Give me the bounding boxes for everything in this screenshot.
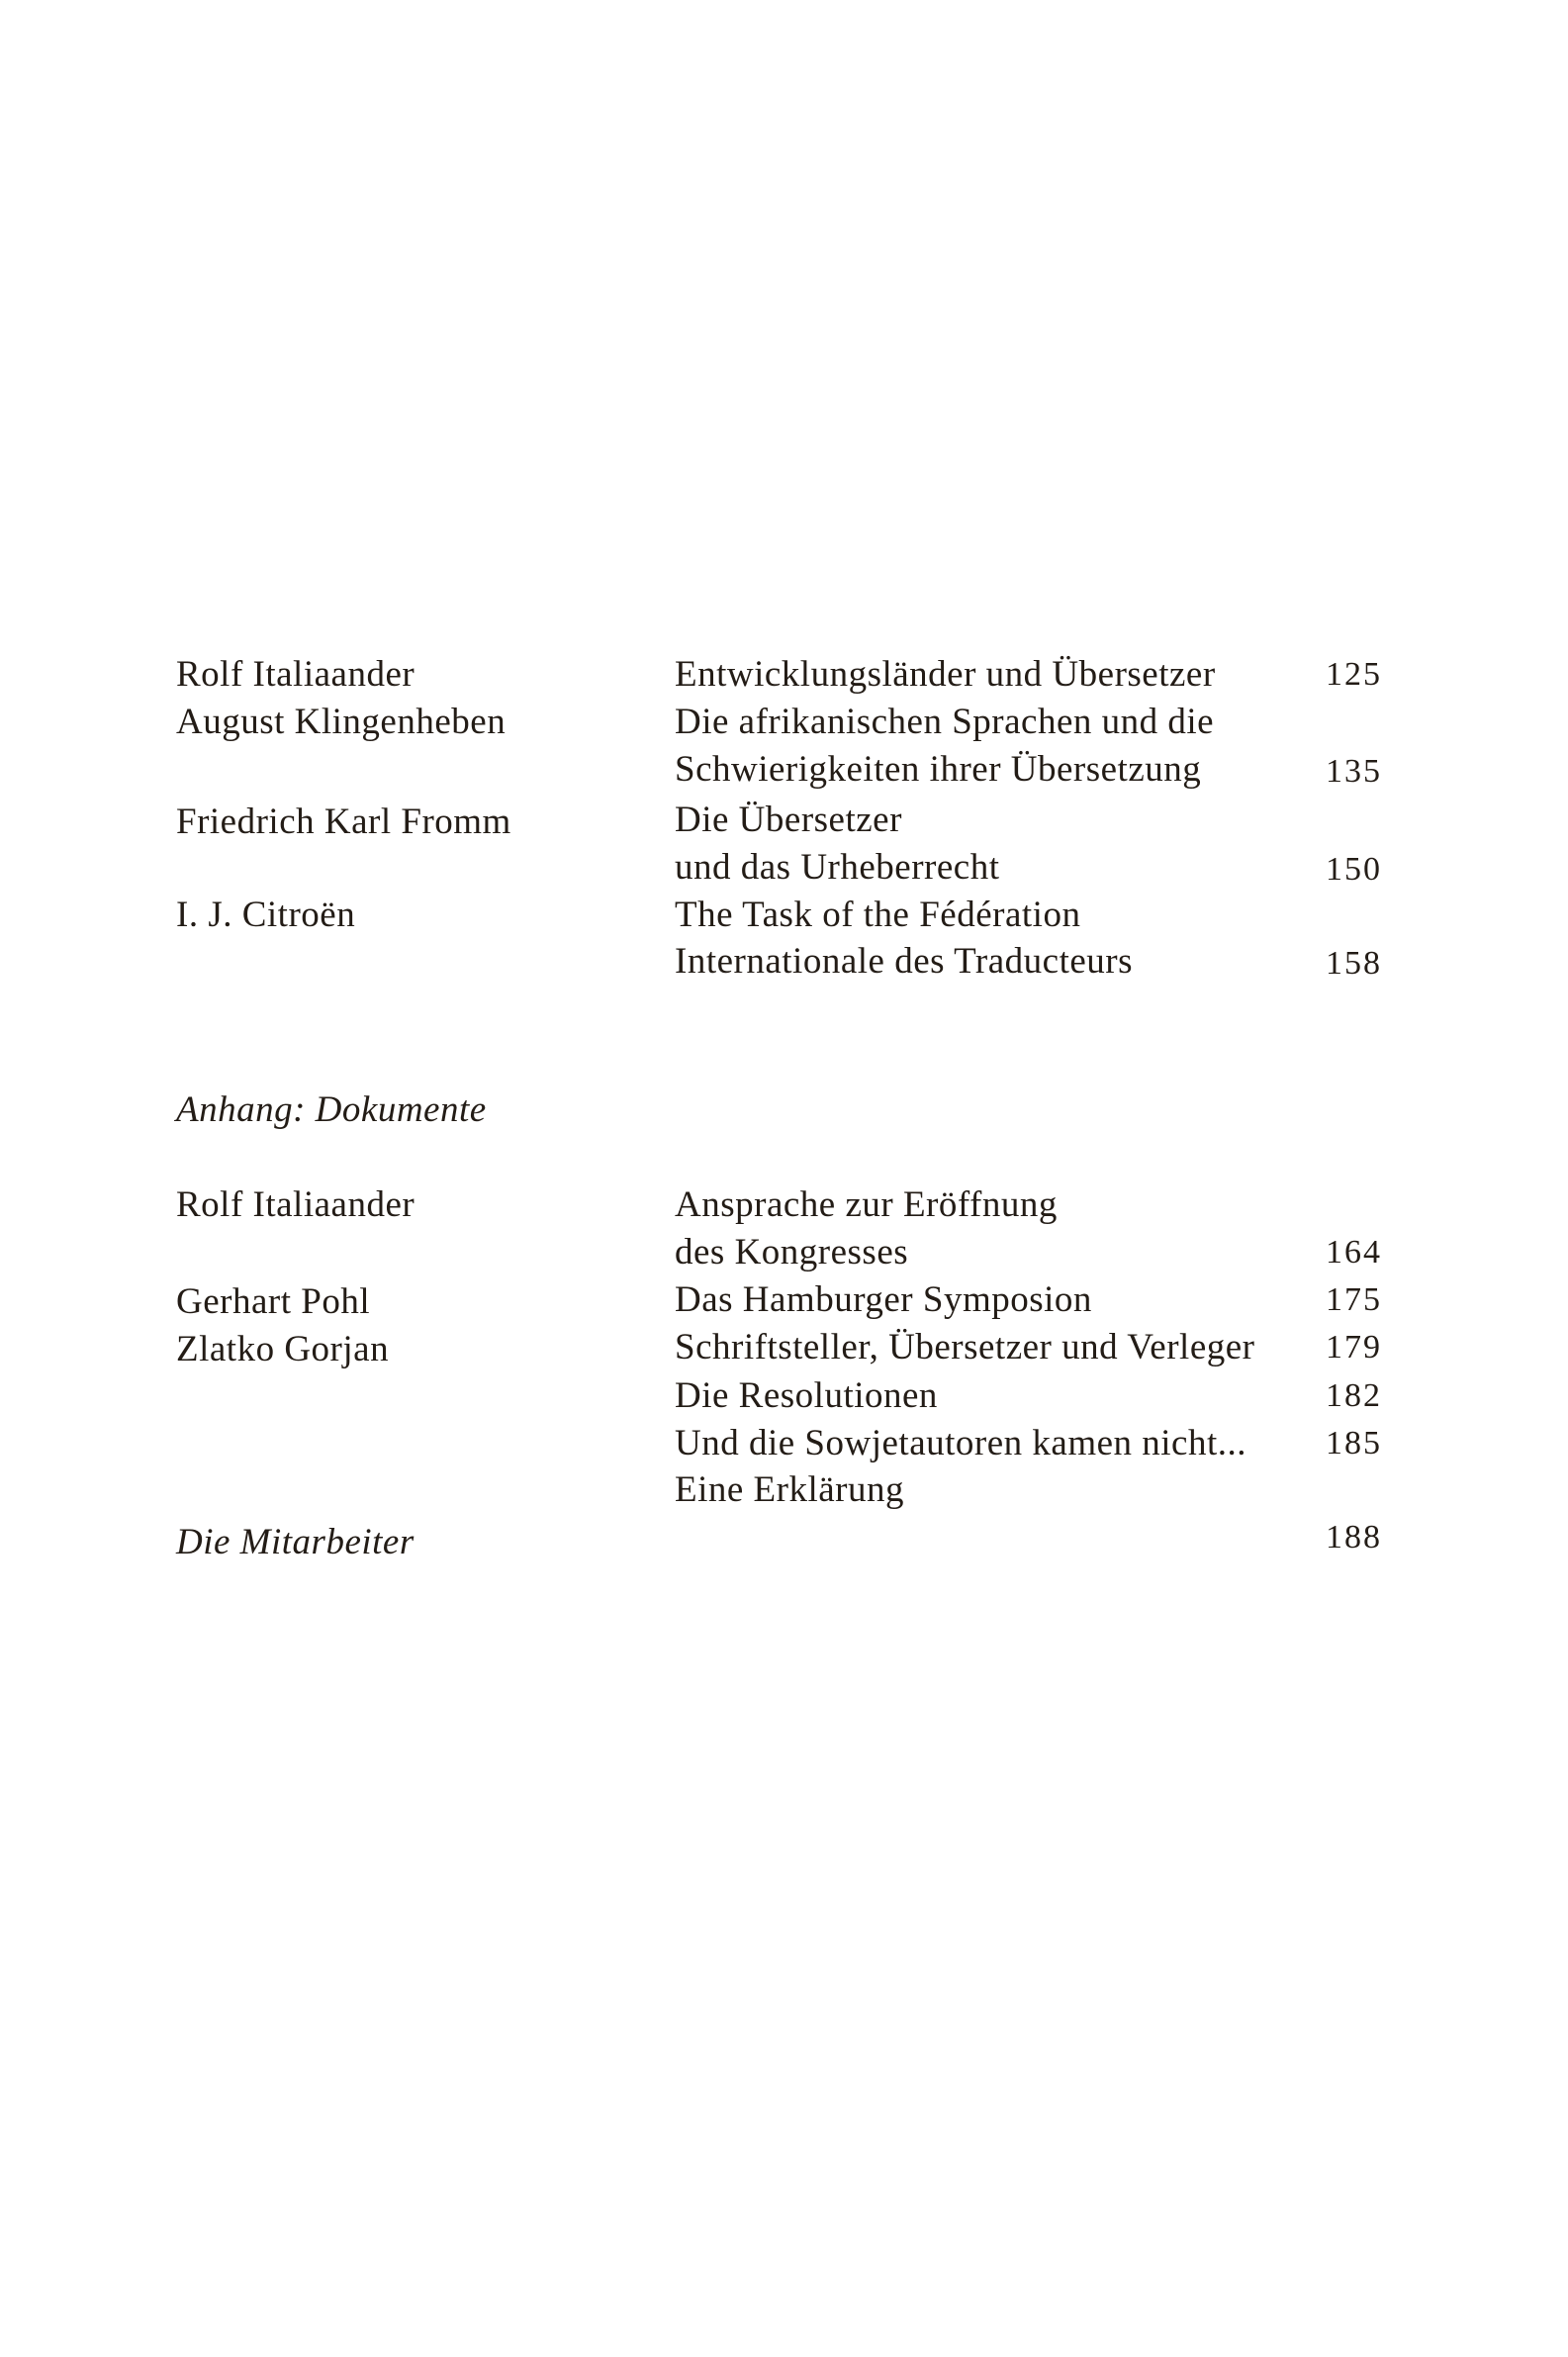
toc-page-number: 188 <box>1326 1519 1382 1556</box>
toc-page-number: 185 <box>1326 1425 1382 1461</box>
toc-author: Gerhart Pohl <box>176 1281 371 1322</box>
toc-title-line: Schwierigkeiten ihrer Übersetzung <box>675 749 1202 790</box>
toc-author: Rolf Italiaander <box>176 1184 415 1225</box>
toc-page-number: 150 <box>1326 851 1382 888</box>
contributors-label: Die Mitarbeiter <box>176 1522 415 1562</box>
toc-page-number: 125 <box>1326 656 1382 693</box>
toc-page-number: 158 <box>1326 945 1382 982</box>
toc-page-number: 182 <box>1326 1377 1382 1414</box>
toc-author: Zlatko Gorjan <box>176 1329 390 1369</box>
toc-title-line: Ansprache zur Eröffnung <box>675 1184 1058 1225</box>
toc-author: Rolf Italiaander <box>176 654 415 695</box>
toc-author: Friedrich Karl Fromm <box>176 801 511 842</box>
toc-title-line: Die Übersetzer <box>675 800 902 840</box>
toc-author: I. J. Citroën <box>176 895 356 935</box>
toc-title-line: Entwicklungsländer und Übersetzer <box>675 654 1216 695</box>
toc-author: August Klingenheben <box>176 702 507 742</box>
toc-page-number: 135 <box>1326 753 1382 790</box>
toc-page-number: 179 <box>1326 1329 1382 1366</box>
toc-title-line: des Kongresses <box>675 1232 909 1273</box>
toc-title-line: und das Urheberrecht <box>675 847 1000 888</box>
toc-title-line: Internationale des Traducteurs <box>675 941 1133 982</box>
toc-title-line: The Task of the Fédération <box>675 895 1081 935</box>
toc-title-line: Das Hamburger Symposion <box>675 1279 1092 1320</box>
appendix-heading: Anhang: Dokumente <box>176 1089 487 1130</box>
toc-title-line: Und die Sowjetautoren kamen nicht... <box>675 1423 1247 1463</box>
toc-page-number: 175 <box>1326 1281 1382 1318</box>
toc-title-line: Die Resolutionen <box>675 1375 938 1416</box>
toc-title-line: Schriftsteller, Übersetzer und Verleger <box>675 1327 1255 1367</box>
toc-title-line: Eine Erklärung <box>675 1469 904 1510</box>
toc-title-line: Die afrikanischen Sprachen und die <box>675 702 1215 742</box>
toc-page-number: 164 <box>1326 1234 1382 1271</box>
